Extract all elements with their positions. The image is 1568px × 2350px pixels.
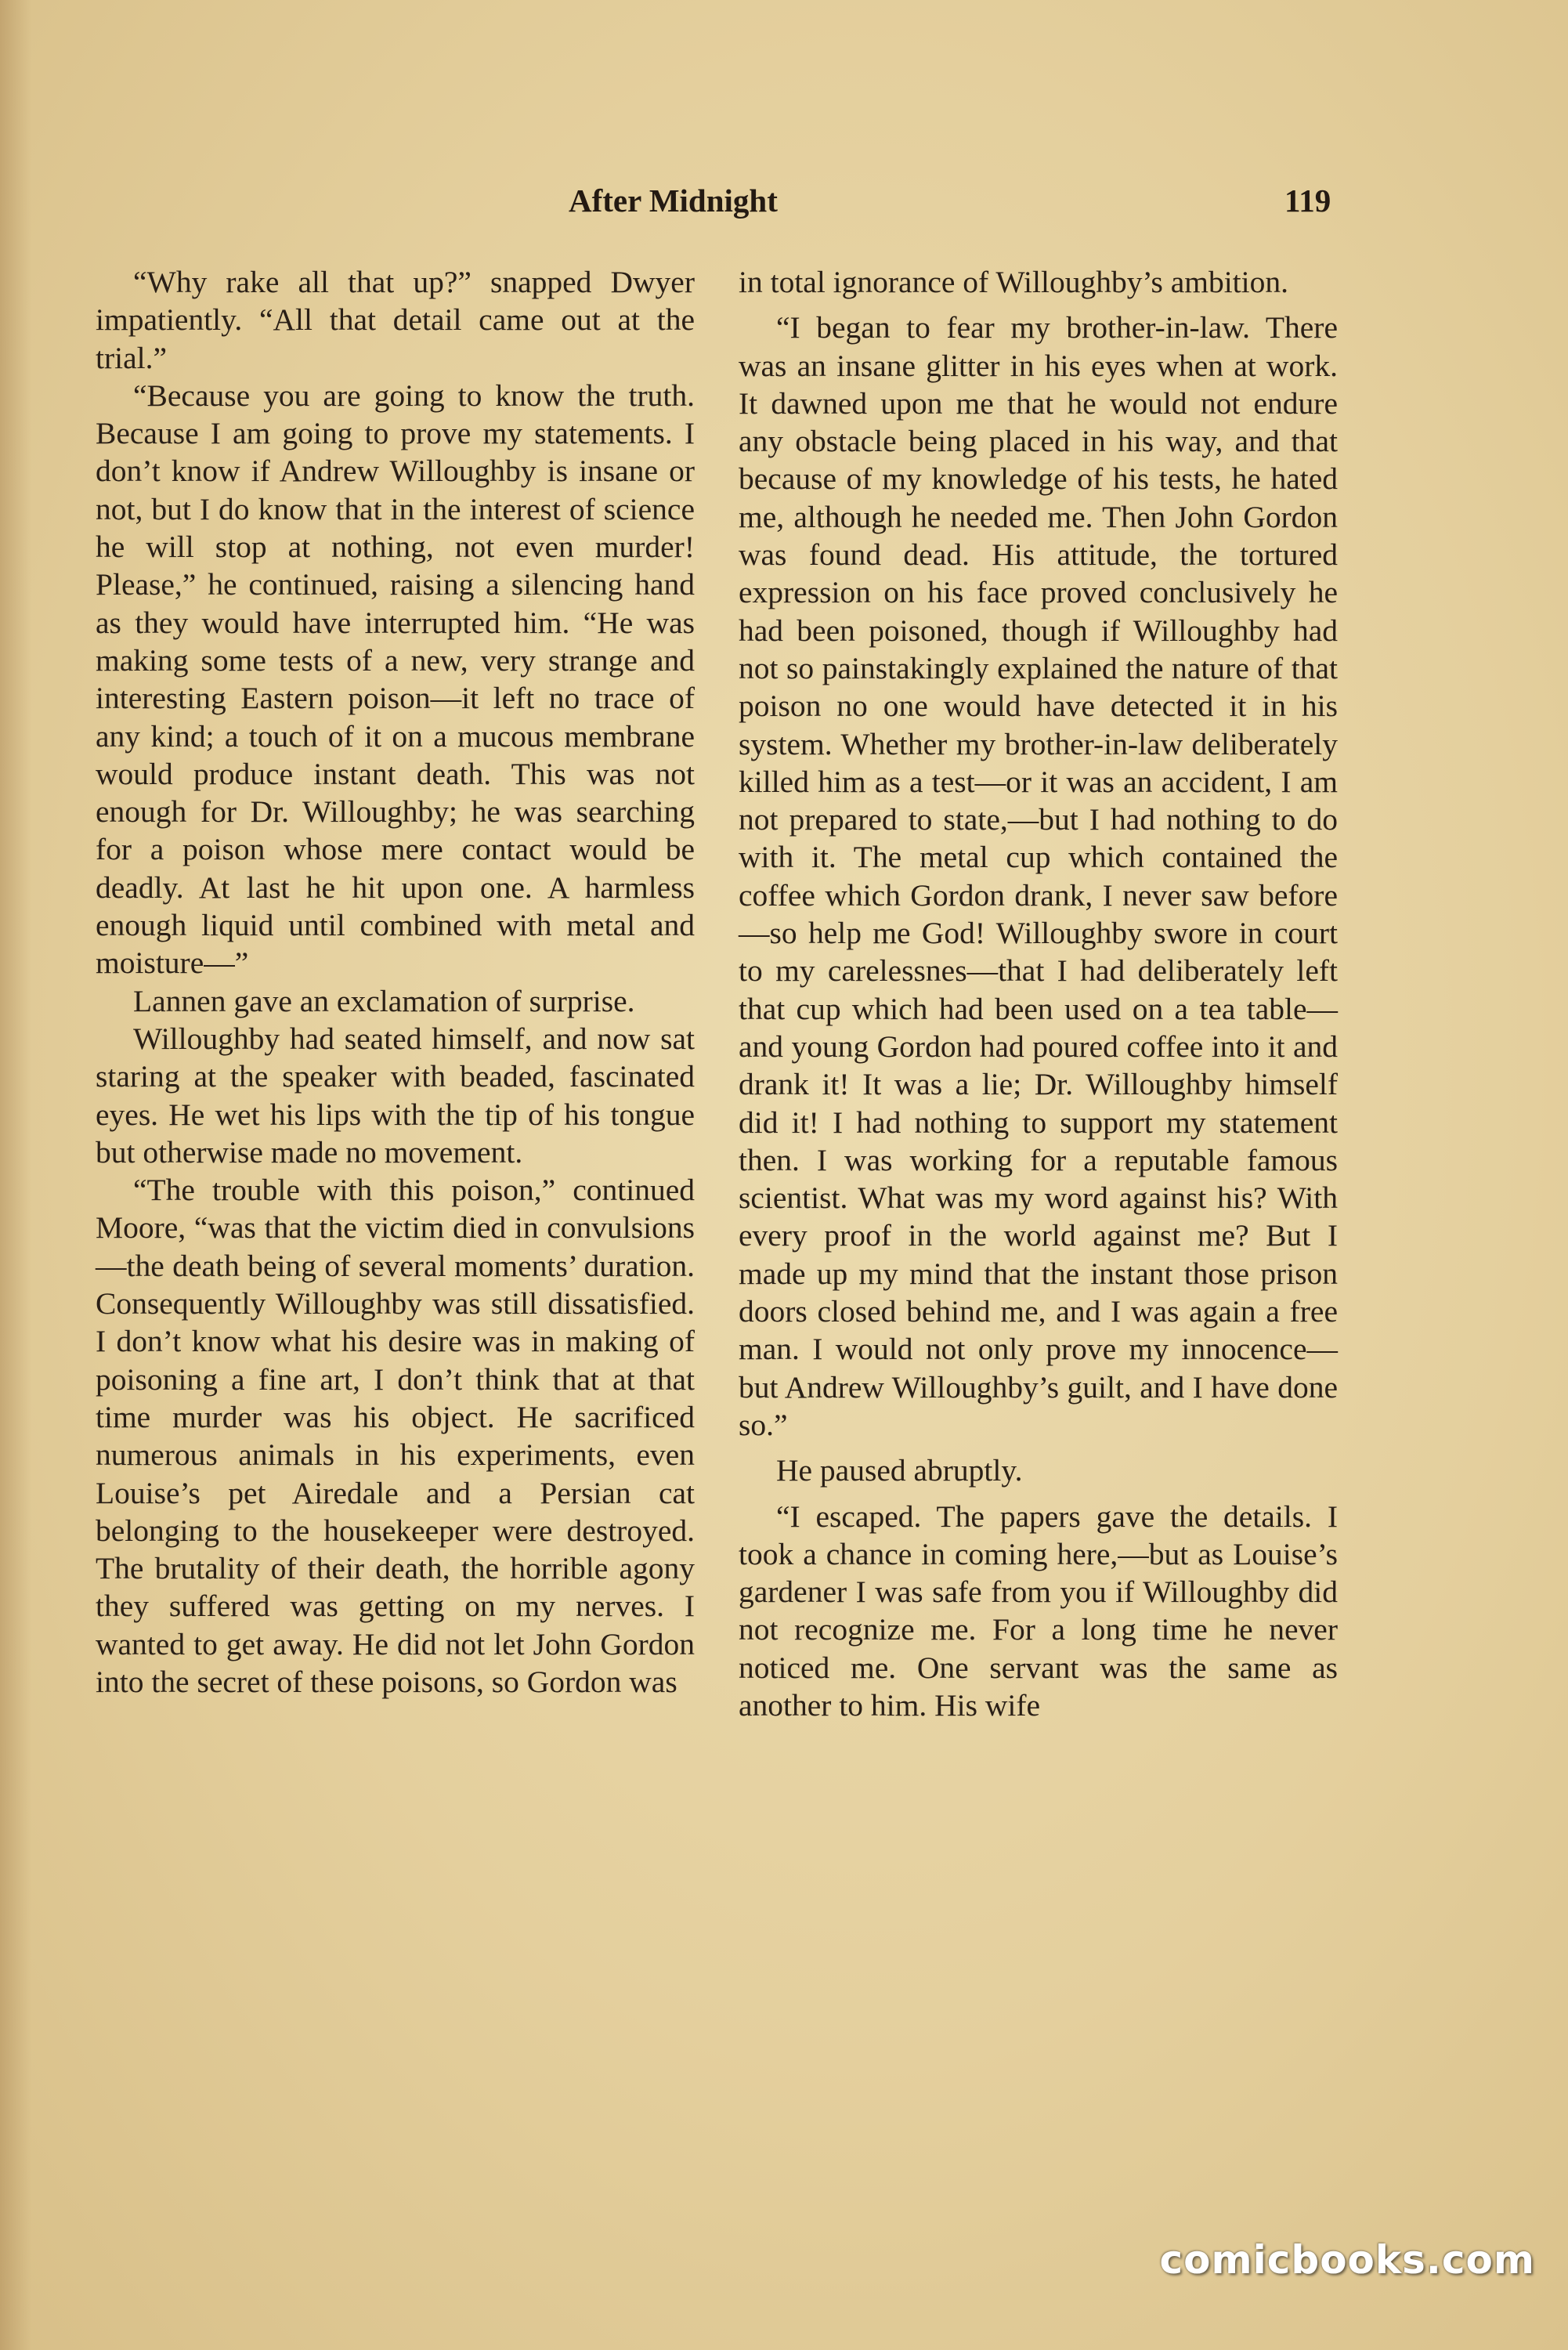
paragraph: Willoughby had seated himself, and now sat staring at the speaker with beaded, fascinated eyes. He wet his lips with the tip of his tongue but otherwise made no movement. <box>96 1021 695 1170</box>
paragraph: “Why rake all that up?” snapped Dwyer impatiently. “All that detail came out at the trial.” <box>96 265 695 375</box>
running-head <box>94 182 1347 237</box>
paragraph: “I escaped. The papers gave the details. I took a chance in coming here,—but as Louise’s gardener I was safe from you if Willoughby did not recognize me. For a long time he never noticed me. One servant was the same as another to him. His wife <box>739 1499 1338 1723</box>
page-edge-shadow <box>0 0 31 2350</box>
paragraph: “Because you are going to know the truth. Because I am going to prove my statements. I don’t know if Andrew Willoughby is insane or not, but I do know that in the interest of science he will stop at nothing, not even murder! Please,” he continued, raising a silencing hand as they would have interrupted him. “He was making some tests of a new, very strange and interesting Eastern poison—it left no trace of any kind; a touch of it on a mucous membrane would produce instant death. This was not enough for Dr. Willoughby; he was searching for a poison whose mere contact would be deadly. At last he hit upon one. A harmless enough liquid until combined with metal and moisture—” <box>96 378 695 981</box>
paragraph: in total ignorance of Willoughby’s ambition. <box>739 265 1288 299</box>
paragraph: He paused abruptly. <box>776 1453 1023 1488</box>
paragraph: Lannen gave an exclamation of surprise. <box>133 983 635 1018</box>
right-column <box>739 263 1338 1724</box>
watermark-logo: comicbooks.com <box>1159 2237 1535 2283</box>
paragraph: “I began to fear my brother-in-law. There was an insane glitter in his eyes when at work. It dawned upon me that he would not endure any obstacle being placed in his way, and that because of my knowledge of his tests, he hated me, although he needed me. Then John Gordon was found dead. His attitude, the tortured expression on his face proved conclusively he had been poisoned, though if Willoughby had not so painstakingly explained the nature of that poison no one would have detected it in his system. Whether my brother-in-law deliberately killed him as a test—or it was an accident, I am not prepared to state,—but I had nothing to do with it. The metal cup which contained the coffee which Gordon drank, I never saw before—so help me God! Willoughby swore in court to my carelessnes—that I had deliberately left that cup which had been used on a tea table—and young Gordon had poured coffee into it and drank it! It was a lie; Dr. Willoughby himself did it! I had nothing to support my statement then. I was working for a reputable famous scientist. What was my word against his? With every proof in the world against me? But I made up my mind that the instant those prison doors closed behind me, and I was again a free man. I would not only prove my innocence—but Andrew Willoughby’s guilt, and I have done so.” <box>739 310 1338 1442</box>
running-head-title: After Midnight <box>569 183 778 219</box>
page-number: 119 <box>1284 183 1331 219</box>
paragraph: “The trouble with this poison,” continued Moore, “was that the victim died in convulsions—the death being of several moments’ duration. Consequently Willoughby was still dissatisfied. I don’t know what his desire was in making of poisoning a fine art, I don’t think that at that time murder was his object. He sacrificed numerous animals in his experiments, even Louise’s pet Airedale and a Persian cat belonging to the housekeeper were destroyed. The brutality of their death, the horrible agony they suffered was getting on my nerves. I wanted to get away. He did not let John Gordon into the secret of these poisons, so Gordon was <box>96 1173 695 1699</box>
left-column <box>96 263 695 1701</box>
